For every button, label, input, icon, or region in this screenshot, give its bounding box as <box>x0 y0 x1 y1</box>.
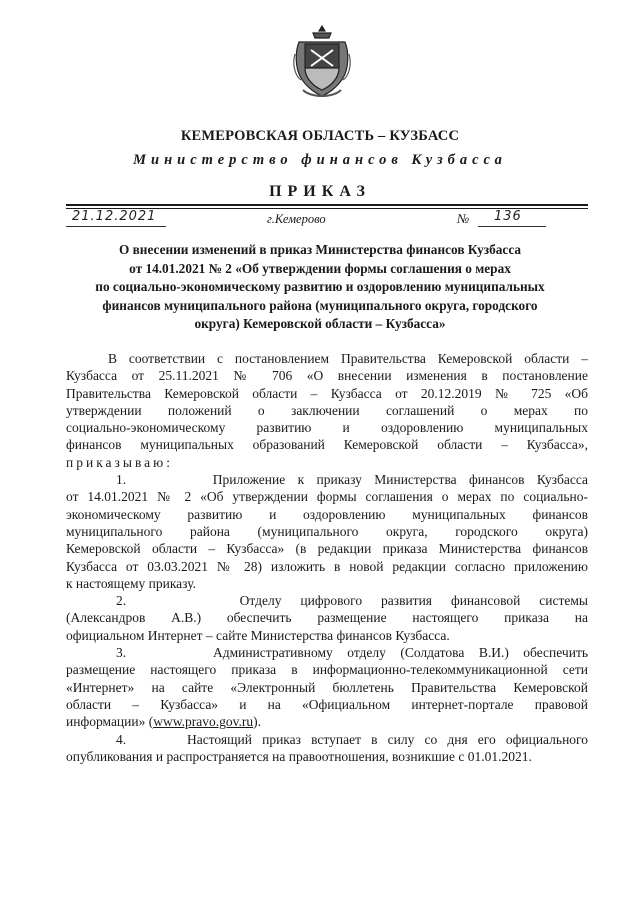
body-line: утверждении положений о заключении соглашений о мерах по <box>66 402 588 418</box>
body-line: Кузбасса от 25.11.2021 № 706 «О внесении изменения в постановление <box>66 368 588 384</box>
item-1-line: Кузбасса от 03.03.2021 № 28) изложить в новой редакции согласно приложению <box>66 558 588 574</box>
item-3-line: «Интернет» на сайте «Электронный бюллетень Правительства Кемеровской <box>66 679 588 695</box>
document-type: ПРИКАЗ <box>269 183 371 200</box>
date-field <box>66 206 166 227</box>
title-line: от 14.01.2021 № 2 «Об утверждении формы соглашения о мерах <box>129 260 511 276</box>
item-1-line: к настоящему приказу. <box>66 575 196 591</box>
title-line: финансов муниципального района (муниципального округа, городского <box>102 297 538 313</box>
title-line: по социально-экономическому развитию и оздоровлению муниципальных <box>95 279 545 295</box>
item-3-text: информации» ( <box>66 714 154 730</box>
item-1-line: от 14.01.2021 № 2 «Об утверждении формы соглашения о мерах по социально- <box>66 489 588 505</box>
body-line: В соответствии с постановлением Правительства Кемеровской области – <box>108 351 588 366</box>
item-2-line: (Александров А.В.) обеспечить размещение настоящего приказа на <box>66 610 588 626</box>
title-line: округа) Кемеровской области – Кузбасса» <box>194 316 446 332</box>
number-label: № <box>457 211 470 226</box>
title-line: О внесении изменений в приказ Министерства финансов Кузбасса <box>118 242 522 257</box>
body-line: финансов муниципальных образований Кемеровской области – Кузбасса», <box>66 437 588 453</box>
item-4-line: 4. Настоящий приказ вступает в силу со дня его официального <box>116 731 588 747</box>
order-word: приказываю: <box>66 454 173 470</box>
item-1-line: Кемеровской области – Кузбасса» (в редакции приказа Министерства финансов <box>66 541 588 557</box>
body-line: социально-экономическому развитию и оздоровлению муниципальных <box>66 420 588 436</box>
item-1-line: 1. Приложение к приказу Министерства финансов Кузбасса <box>116 472 588 488</box>
handwritten-date: 21.12.2021 <box>72 209 157 224</box>
body-line: Правительства Кемеровской области – Кузбасса от 20.12.2019 № 725 «Об <box>66 385 588 401</box>
item-1-line: муниципального района (муниципального округа, городского округа) <box>66 523 588 539</box>
handwritten-number: 136 <box>494 209 522 224</box>
item-2-line: официальном Интернет – сайте Министерства финансов Кузбасса. <box>66 627 450 643</box>
number-field <box>478 206 546 227</box>
ministry-name: Министерство финансов Кузбасса <box>133 152 507 168</box>
item-2-line: 2. Отделу цифрового развития финансовой системы <box>116 593 588 609</box>
item-3-text: ). <box>253 714 261 730</box>
item-3-line: размещение настоящего приказа в информационно-телекоммуникационной сети <box>66 662 588 678</box>
region-name: КЕМЕРОВСКАЯ ОБЛАСТЬ – КУЗБАСС <box>180 128 460 144</box>
pravo-gov-link[interactable]: www.pravo.gov.ru <box>153 714 254 730</box>
document-body <box>66 350 588 765</box>
item-3-line <box>66 713 588 730</box>
item-3-line: области – Кузбасса» и на «Официальном интернет-портале правовой <box>66 696 588 712</box>
item-3-line: 3. Административному отделу (Солдатова В.И.) обеспечить <box>116 645 588 661</box>
item-4-line: опубликования и распространяется на правоотношения, возникшие с 01.01.2021. <box>66 748 532 764</box>
item-1-line: экономическому развитию и оздоровлению муниципальных финансов <box>66 506 588 522</box>
coat-of-arms-emblem <box>293 24 351 100</box>
city: г.Кемерово <box>267 212 326 226</box>
document-title <box>60 241 580 334</box>
